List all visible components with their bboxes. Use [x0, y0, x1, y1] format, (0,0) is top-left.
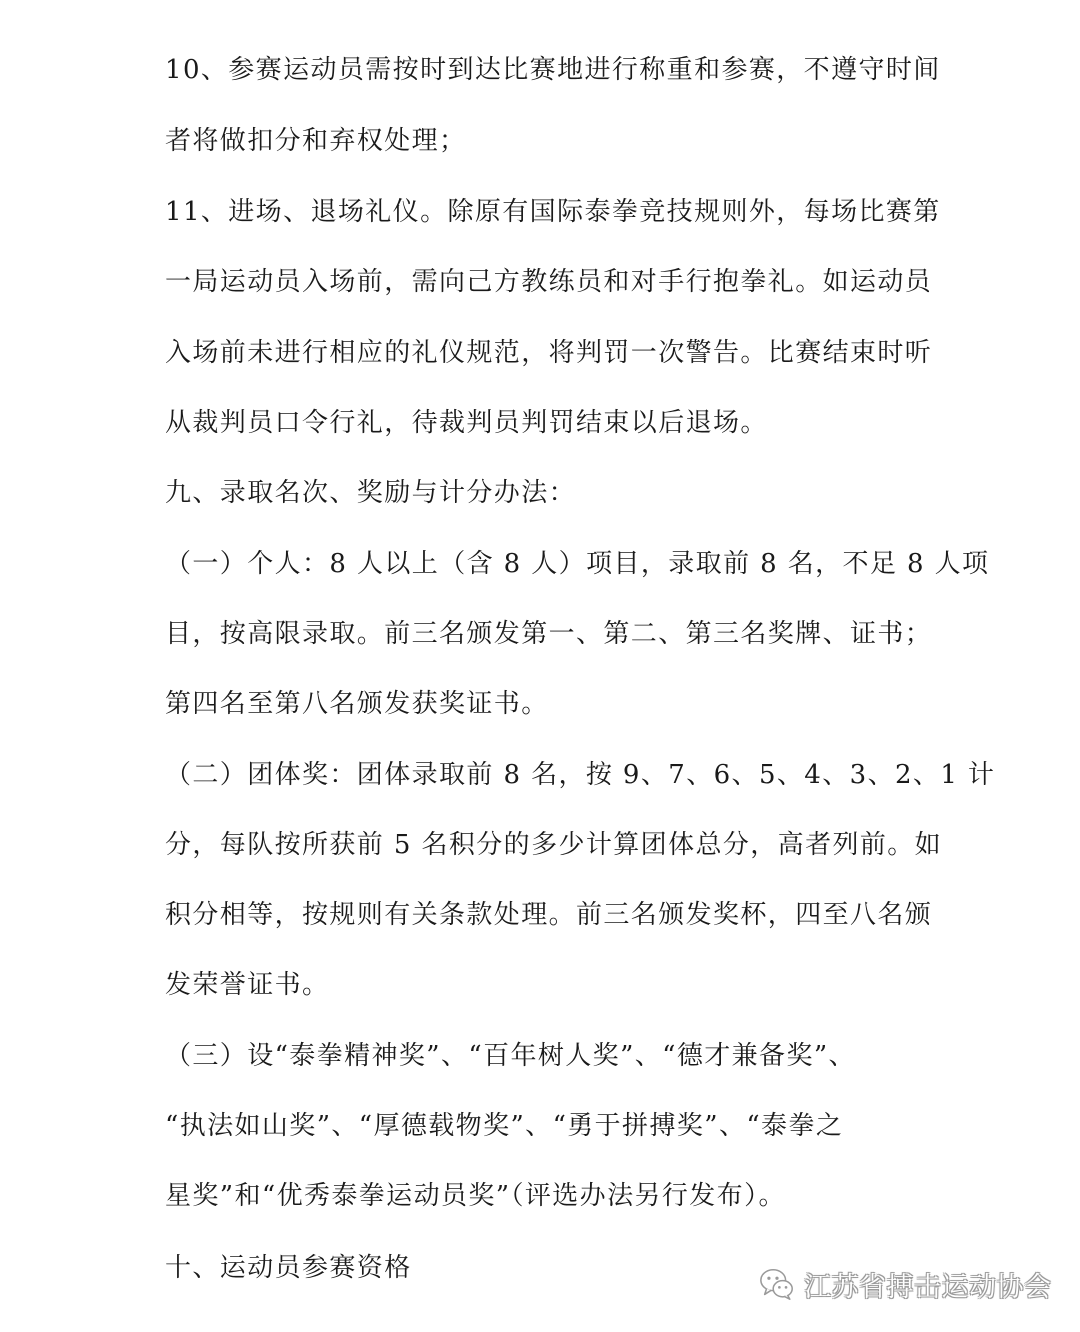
text-line: 从裁判员口令行礼，待裁判员判罚结束以后退场。 [165, 408, 768, 438]
wechat-icon [758, 1265, 796, 1303]
text-line: 星奖”和“优秀泰拳运动员奖”（评选办法另行发布）。 [165, 1181, 786, 1211]
text-line: 一局运动员入场前，需向己方教练员和对手行抱拳礼。如运动员 [165, 267, 933, 297]
watermark-text: 江苏省搏击运动协会 [804, 1271, 1052, 1303]
text-line: 11、进场、退场礼仪。除原有国际泰拳竞技规则外，每场比赛第 [165, 197, 941, 227]
text-line: 者将做扣分和弃权处理； [165, 126, 467, 156]
wechat-watermark [758, 1262, 1052, 1306]
text-line: （一）个人：8 人以上（含 8 人）项目，录取前 8 名，不足 8 人项 [165, 549, 990, 579]
section-heading: 九、录取名次、奖励与计分办法： [165, 478, 577, 508]
text-line: 入场前未进行相应的礼仪规范，将判罚一次警告。比赛结束时听 [165, 338, 933, 368]
text-line: （三）设“泰拳精神奖”、“百年树人奖”、“德才兼备奖”、 [165, 1041, 856, 1071]
text-line: （二）团体奖：团体录取前 8 名，按 9、7、6、5、4、3、2、1 计 [165, 760, 996, 790]
text-line: “执法如山奖”、“厚德载物奖”、“勇于拼搏奖”、“泰拳之 [165, 1111, 844, 1141]
text-line: 目，按高限录取。前三名颁发第一、第二、第三名奖牌、证书； [165, 619, 933, 649]
section-heading: 十、运动员参赛资格 [165, 1253, 412, 1283]
text-line: 分，每队按所获前 5 名积分的多少计算团体总分，高者列前。如 [165, 830, 943, 860]
text-line: 发荣誉证书。 [165, 970, 330, 1000]
text-line: 第四名至第八名颁发获奖证书。 [165, 689, 549, 719]
text-line: 积分相等，按规则有关条款处理。前三名颁发奖杯，四至八名颁 [165, 900, 933, 930]
text-line: 10、参赛运动员需按时到达比赛地进行称重和参赛，不遵守时间 [165, 55, 941, 85]
